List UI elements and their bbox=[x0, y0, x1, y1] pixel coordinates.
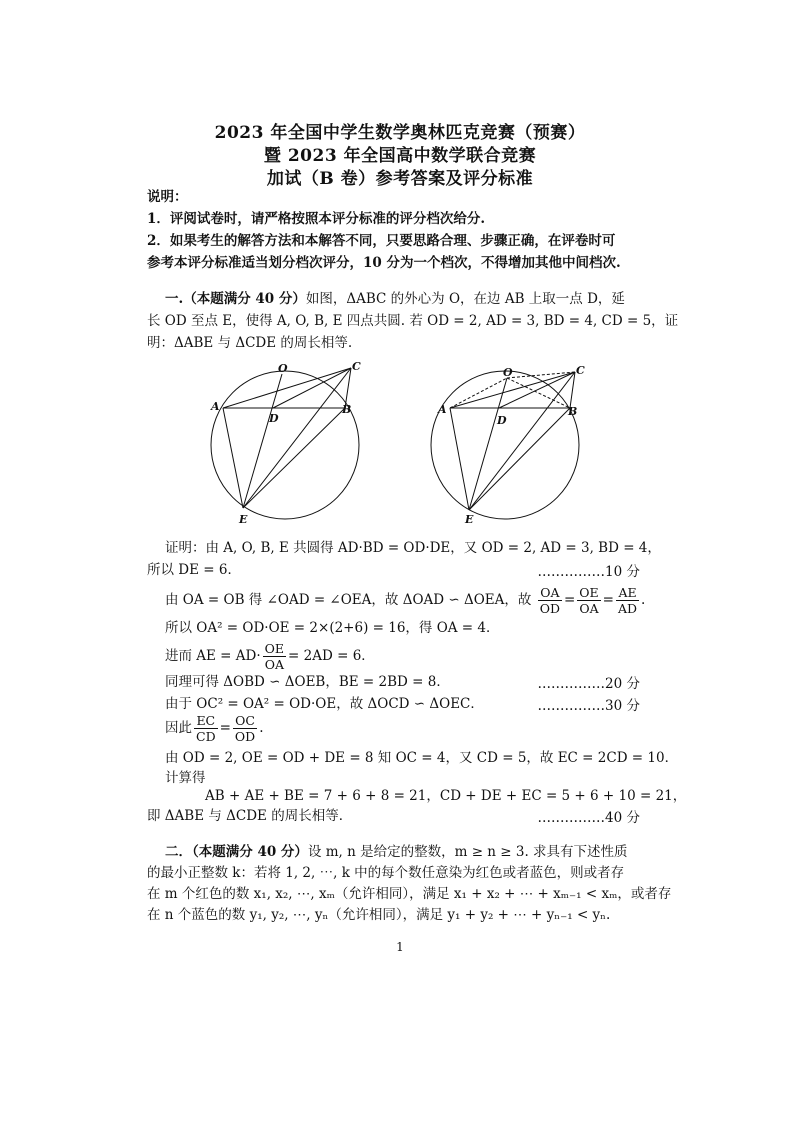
notes-item-2b: 参考本评分标准适当划分档次评分，10 分为一个档次，不得增加其他中间档次. bbox=[147, 255, 621, 271]
figure-left-label-b: B bbox=[342, 403, 352, 416]
problem2-label: 二．（本题满分 40 分） bbox=[165, 844, 308, 860]
geometry-figures bbox=[205, 360, 605, 530]
fraction-oe-oa-2 bbox=[263, 641, 286, 672]
frac-den: CD bbox=[196, 729, 216, 744]
frac-den: OA bbox=[264, 657, 284, 672]
score-30: ……………30 分 bbox=[537, 698, 640, 714]
problem2-line-1 bbox=[165, 842, 665, 862]
proof-line-4: 所以 OA² = OD·OE = 2×(2+6) = 16，得 OA = 4． bbox=[165, 620, 500, 636]
proof-line-3 bbox=[165, 584, 665, 616]
frac-den: OD bbox=[539, 601, 560, 616]
frac-num: OE bbox=[579, 585, 599, 600]
proof-line-7: 由于 OC² = OA² = OD·OE，故 ΔOCD ∽ ΔOEC． bbox=[165, 696, 484, 712]
fraction-ae-ad bbox=[616, 585, 639, 616]
period: . bbox=[641, 592, 646, 608]
frac-num: OC bbox=[233, 713, 257, 729]
figure-left-label-e: E bbox=[239, 513, 248, 526]
problem1-line-3: 明：ΔABE 与 ΔCDE 的周长相等. bbox=[147, 335, 353, 351]
period: . bbox=[259, 720, 264, 736]
frac-num: OE bbox=[264, 641, 285, 656]
figure-right-label-o: O bbox=[503, 366, 513, 379]
figure-left-label-d: D bbox=[269, 412, 279, 425]
problem1-label: 一.（本题满分 40 分） bbox=[165, 291, 306, 307]
eq-sign: = bbox=[219, 720, 231, 736]
frac-den: AD bbox=[617, 601, 638, 616]
fraction-oa-od bbox=[538, 585, 562, 616]
proof-text-5b: = 2AD = 6． bbox=[288, 648, 375, 664]
figure-right-label-d: D bbox=[497, 414, 507, 427]
notes-item-1: 1．评阅试卷时，请严格按照本评分标准的评分档次给分. bbox=[147, 211, 486, 227]
proof-line-11: AB + AE + BE = 7 + 6 + 8 = 21，CD + DE + EC = 5 + 6 + 10 = 21， bbox=[205, 788, 687, 804]
page-number: 1 bbox=[396, 940, 404, 954]
notes-item-2a: 2．如果考生的解答方法和本解答不同，只要思路合理、步骤正确，在评卷时可 bbox=[147, 233, 616, 249]
problem2-text-1: 设 m, n 是给定的整数，m ≥ n ≥ 3. 求具有下述性质 bbox=[307, 844, 628, 860]
problem1-line-2: 长 OD 至点 E，使得 A, O, B, E 四点共圆. 若 OD = 2, AD = 3, BD = 4, CD = 5，证 bbox=[147, 313, 679, 329]
notes-title: 说明： bbox=[147, 189, 188, 205]
proof-text-3: 由 OA = OB 得 ∠OAD = ∠OEA，故 ΔOAD ∽ ΔOEA，故 bbox=[165, 592, 532, 608]
fraction-ec-cd bbox=[194, 713, 218, 744]
title-line-3: 加试（B 卷）参考答案及评分标准 bbox=[266, 169, 534, 189]
problem2-line-4: 在 n 个蓝色的数 y₁, y₂, ⋯, yₙ（允许相同），满足 y₁ + y₂ + ⋯ + yₙ₋₁ < yₙ. bbox=[147, 907, 611, 923]
frac-den: OA bbox=[579, 601, 599, 616]
figure-right-label-c: C bbox=[576, 364, 585, 377]
figure-right bbox=[431, 371, 579, 519]
figure-left-label-c: C bbox=[352, 360, 361, 373]
proof-line-6: 同理可得 ΔOBD ∽ ΔOEB，BE = 2BD = 8． bbox=[165, 674, 450, 690]
fraction-oe-oa bbox=[577, 585, 600, 616]
title-line-1: 2023 年全国中学生数学奥林匹克竞赛（预赛） bbox=[214, 123, 586, 143]
score-20: ……………20 分 bbox=[537, 676, 640, 692]
proof-text-8: 因此 bbox=[165, 720, 192, 736]
figure-left bbox=[211, 368, 359, 519]
figure-left-label-o: O bbox=[278, 362, 288, 375]
eq-sign: = bbox=[602, 592, 614, 608]
figure-right-label-a: A bbox=[438, 403, 447, 416]
figure-left-label-a: A bbox=[211, 400, 220, 413]
problem1-line-1 bbox=[165, 289, 665, 309]
frac-num: OA bbox=[538, 585, 562, 601]
circumcircle-left bbox=[211, 371, 359, 519]
problem1-text-1: 如图，ΔABC 的外心为 O，在边 AB 上取一点 D，延 bbox=[305, 291, 625, 307]
proof-line-1: 证明：由 A, O, B, E 共圆得 AD·BD = OD·DE，又 OD = 2, AD = 3, BD = 4， bbox=[165, 540, 661, 556]
figure-right-label-b: B bbox=[568, 405, 578, 418]
proof-line-8 bbox=[165, 712, 665, 744]
score-40: ……………40 分 bbox=[537, 810, 640, 826]
frac-num: EC bbox=[194, 713, 218, 729]
score-10: ……………10 分 bbox=[537, 564, 640, 580]
circumcircle-right bbox=[431, 371, 579, 519]
fraction-oc-od bbox=[233, 713, 257, 744]
frac-den: OD bbox=[234, 729, 256, 744]
proof-line-12: 即 ΔABE 与 ΔCDE 的周长相等． bbox=[147, 808, 353, 824]
problem2-line-2: 的最小正整数 k：若将 1, 2, ⋯, k 中的每个数任意染为红色或者蓝色，则或者存 bbox=[147, 865, 625, 881]
proof-line-9: 由 OD = 2, OE = OD + DE = 8 知 OC = 4，又 CD = 5，故 EC = 2CD = 10． bbox=[165, 750, 679, 766]
proof-text-5a: 进而 AE = AD· bbox=[165, 648, 261, 664]
proof-line-5 bbox=[165, 640, 665, 672]
eq-sign: = bbox=[563, 592, 576, 608]
title-line-2: 暨 2023 年全国高中数学联合竞赛 bbox=[263, 146, 537, 166]
frac-num: AE bbox=[616, 585, 639, 601]
proof-line-2: 所以 DE = 6． bbox=[147, 562, 241, 578]
problem2-line-3: 在 m 个红色的数 x₁, x₂, ⋯, xₘ（允许相同），满足 x₁ + x₂ + ⋯ + xₘ₋₁ < xₘ，或者存 bbox=[147, 886, 672, 902]
proof-line-10: 计算得 bbox=[165, 770, 206, 786]
figure-right-label-e: E bbox=[465, 513, 474, 526]
